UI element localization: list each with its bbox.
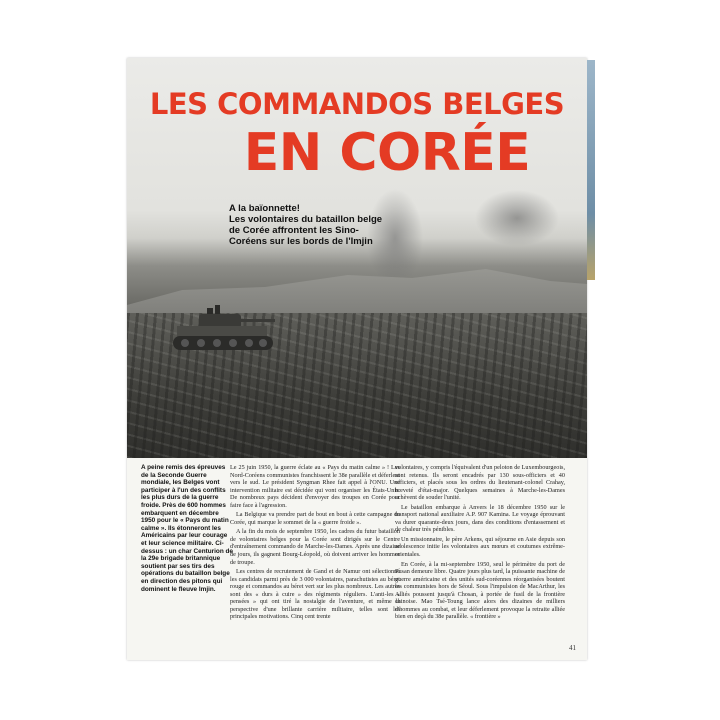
- paragraph: Un missionnaire, le père Arkens, qui séjourne en Asie depuis son adolescence initie les volontaires aux mœurs et coutumes extrême-orientales.: [395, 535, 565, 559]
- centurion-tank-image: [169, 300, 289, 355]
- text-column-2: [395, 464, 565, 623]
- text-column-1: [230, 464, 400, 623]
- page-number: 41: [569, 644, 576, 652]
- subtitle-line: Coréens sur les bords de l'Imjin: [229, 236, 373, 247]
- paragraph: volontaires, y compris l'équivalent d'un peloton de Luxembourgeois, sont retenus. Ils seront encadrés par 130 sous-officiers et 40 officiers, et placés sous les ordres du lieutenant-colonel Crahay, breveté d'état-major. Quelques semaines à Marche-les-Dames achèvent de souder l'unité.: [395, 464, 565, 502]
- title-line-1: LES COMMANDOS BELGES: [149, 87, 565, 121]
- title-line-2: EN CORÉE: [243, 123, 531, 183]
- paragraph: La Belgique va prendre part de bout en bout à cette campagne de Corée, qui marque le sommet de la « guerre froide ».: [230, 511, 400, 526]
- paragraph: Les centres de recrutement de Gand et de Namur ont sélectionné les candidats parmi près de 3 000 volontaires, parachutistes au béret rouge et commandos au béret vert sur les plus nombreux. Les autres sont des « durs à cuire » des régiments réguliers. L'anti-les « pensées » qui ont tiré la nostalgie de l'aventure, et même la perspective d'une brillante carrière militaire, telles sont les principales motivations. Cinq cent trente: [230, 568, 400, 621]
- article-subtitle: [229, 203, 404, 247]
- subtitle-line: Les volontaires du bataillon belge: [229, 214, 383, 225]
- subtitle-line: de Corée affrontent les Sino-: [229, 225, 359, 236]
- paragraph: Le bataillon embarque à Anvers le 18 décembre 1950 sur le transport national auxiliaire A.P. 907 Kamina. Le voyage éprouvant va durer quarante-deux jours, dans des conditions d'entassement et de chaleur très pénibles.: [395, 503, 565, 534]
- photo-caption: A peine remis des épreuves de la Seconde Guerre mondiale, les Belges vont participer à l'un des conflits les plus durs de la guerre froide. Près de 600 hommes embarquent en décembre 1950 pour le « Pays du matin calme ». Ils étonneront les Américains par leur courage et leur science militaire. Ci-dessus : un char Centurion de la 29e brigade britannique soutient par ses tirs des opérations du bataillon belge en direction des pitons qui dominent le fleuve Imjin.: [141, 464, 233, 593]
- paragraph: A la fin du mois de septembre 1950, les cadres du futur bataillon de volontaires belges pour la Corée sont dirigés sur le Centre d'entraînement commando de Marche-les-Dames. Après une dizaine de jours, ils gagnent Bourg-Léopold, où doivent arriver les hommes de troupe.: [230, 528, 400, 566]
- adjacent-page-edge: [587, 60, 595, 280]
- magazine-page: [127, 58, 587, 660]
- paragraph: Le 25 juin 1950, la guerre éclate au « Pays du matin calme » ! Les Nord-Coréens communistes franchissent le 38e parallèle et déferlent vers le sud. Le président Syngman Rhee fait appel à l'ONU. Une intervention militaire est décidée qui vont organiser les États-Unis. De nombreux pays décident d'envoyer des troupes en Corée pour faire face à l'agression.: [230, 464, 400, 509]
- subtitle-line: A la baïonnette!: [229, 203, 300, 214]
- paragraph: En Corée, à la mi-septembre 1950, seul le périmètre du port de Pusan demeure libre. Quatre jours plus tard, la puissante machine de guerre américaine et des unités sud-coréennes réorganisées boutent les communistes hors de Séoul. Sous l'impulsion de MacArthur, les Alliés poussent jusqu'à Chosan, à portée de fusil de la frontière chinoise. Mao Tsé-Toung lance alors des dizaines de milliers d'hommes au combat, et leur déferlement provoque la retraite alliée bien en deçà du 38e parallèle. « frontière »: [395, 560, 565, 621]
- battle-photo: [127, 58, 587, 458]
- article-title: [127, 88, 587, 182]
